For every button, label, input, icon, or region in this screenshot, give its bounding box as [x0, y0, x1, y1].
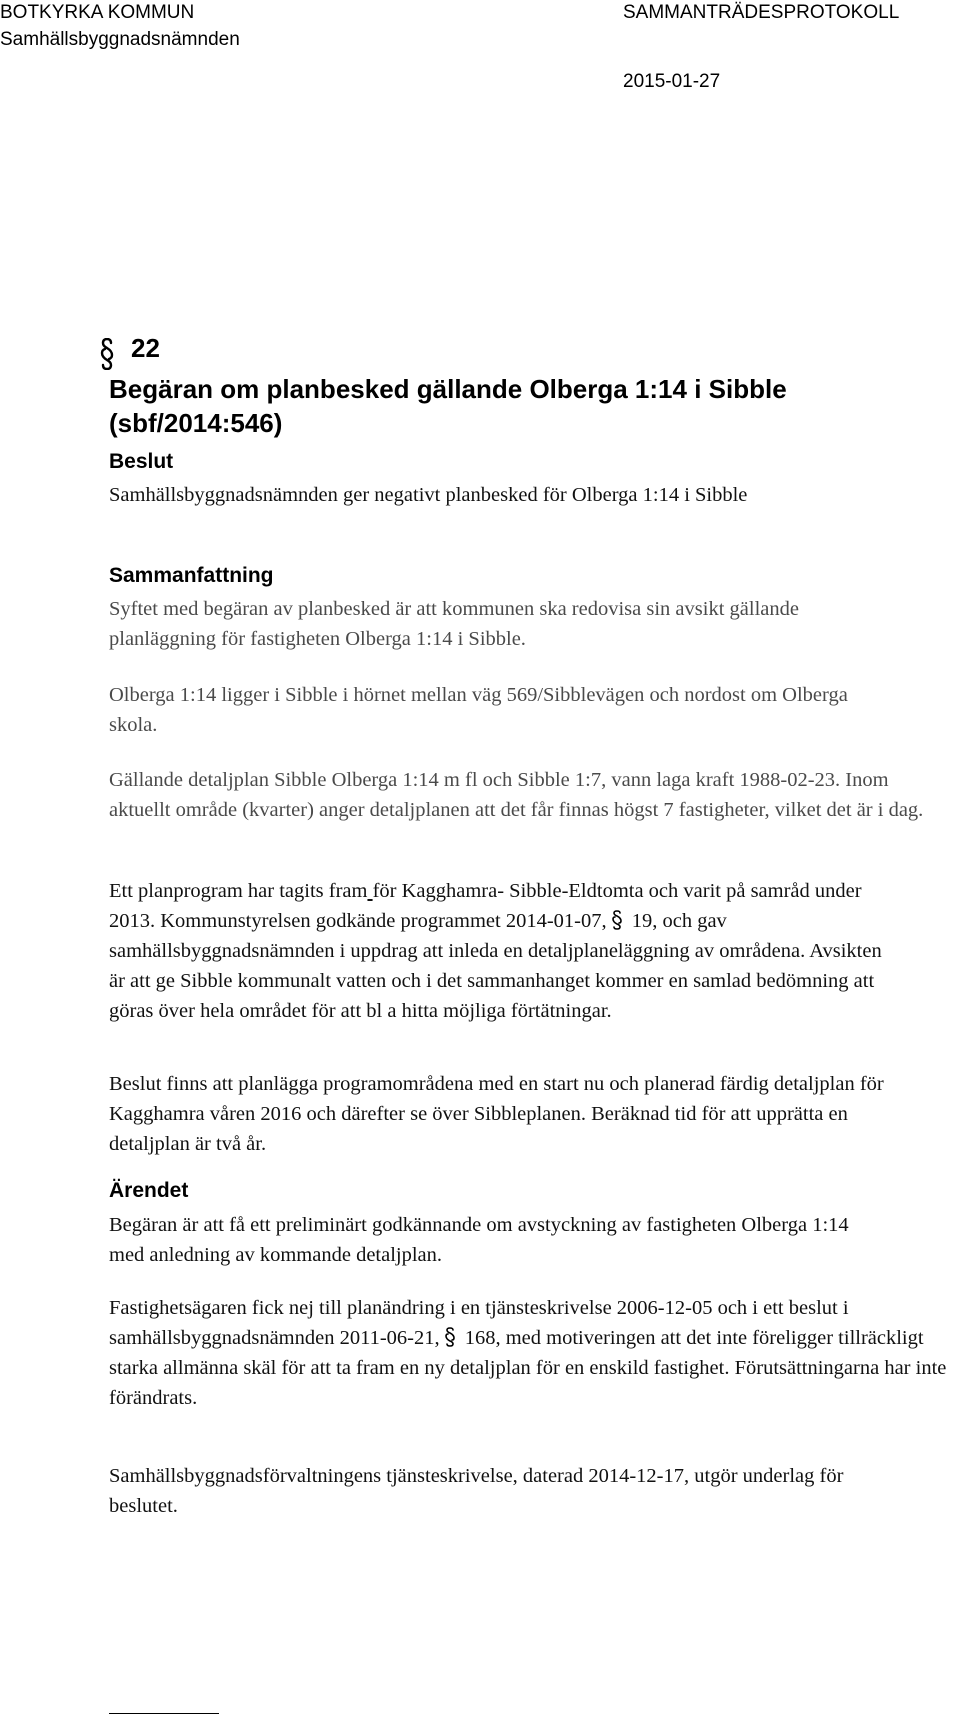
- p4-part-c: 19, och gav samhällsbyggnadsnämnden i uppdrag att inleda en detaljplaneläggning av områdena. Avsikten är att ge Sibble kommunalt vatten och i det sammanhanget kommer en samlad bedömning att göras över hela området för att bl a hitta möjliga förtätningar.: [109, 910, 882, 1022]
- summary-heading: Sammanfattning: [109, 564, 274, 587]
- summary-paragraph-4: [109, 876, 894, 1026]
- meeting-date: 2015-01-27: [623, 71, 721, 92]
- title-line-1: Begäran om planbesked gällande Olberga 1:14 i Sibble: [109, 374, 787, 404]
- footnote-separator: [109, 1713, 219, 1714]
- municipality-name: BOTKYRKA KOMMUN: [0, 2, 195, 23]
- matter-p2-part-a: Fastighetsägaren fick nej till planändring i en tjänsteskrivelse 2006-12-05 och i ett beslut i samhällsbyggnadsnämnden 2011-06-21,: [109, 1297, 849, 1349]
- summary-paragraph-1: Syftet med begäran av planbesked är att kommunen ska redovisa sin avsikt gällande planläggning för fastigheten Olberga 1:14 i Sibble.: [109, 598, 799, 650]
- p4-part-b: för Kagghamra- Sibble-Eldtomta och varit på samråd under 2013. Kommunstyrelsen godkände programmet 2014-01-07,: [109, 880, 862, 932]
- summary-paragraph-2: Olberga 1:14 ligger i Sibble i hörnet mellan väg 569/Sibblevägen och nordost om Olberga skola.: [109, 684, 848, 736]
- section-sign-icon: [445, 1327, 455, 1347]
- decision-text: Samhällsbyggnadsnämnden ger negativt planbesked för Olberga 1:14 i Sibble: [109, 484, 748, 506]
- page-title: [109, 372, 929, 440]
- matter-p2-part-b: 168, med motiveringen att det inte föreligger tillräckligt starka allmänna skäl för att ta fram en ny detaljplan för en enskild fastighet. Förutsättningarna har inte förändrats.: [109, 1327, 947, 1409]
- matter-paragraph-2: [109, 1293, 951, 1413]
- section-sign-icon: [612, 910, 622, 930]
- item-number: 22: [131, 333, 160, 363]
- board-name: Samhällsbyggnadsnämnden: [0, 29, 240, 50]
- p4-part-a: Ett planprogram har tagits fram: [109, 880, 368, 902]
- matter-paragraph-3: Samhällsbyggnadsförvaltningens tjänsteskrivelse, daterad 2014-12-17, utgör underlag för beslutet.: [109, 1465, 844, 1517]
- summary-paragraph-5: Beslut finns att planlägga programområdena med en start nu och planerad färdig detaljplan för Kagghamra våren 2016 och därefter se över Sibbleplanen. Beräknad tid för att upprätta en detaljplan är två år.: [109, 1073, 884, 1155]
- matter-paragraph-1: Begäran är att få ett preliminärt godkännande om avstyckning av fastigheten Olberga 1:14 med anledning av kommande detaljplan.: [109, 1214, 849, 1266]
- decision-heading: Beslut: [109, 450, 174, 473]
- summary-paragraph-3: Gällande detaljplan Sibble Olberga 1:14 m fl och Sibble 1:7, vann laga kraft 1988-02-23. Inom aktuellt område (kvarter) anger detaljplanen att det får finnas högst 7 fastigheter, vilket det är i dag.: [109, 769, 924, 821]
- document-type: SAMMANTRÄDESPROTOKOLL: [623, 2, 900, 23]
- title-line-2: (sbf/2014:546): [109, 408, 283, 438]
- section-sign-icon: [100, 338, 114, 370]
- matter-heading: Ärendet: [109, 1179, 189, 1202]
